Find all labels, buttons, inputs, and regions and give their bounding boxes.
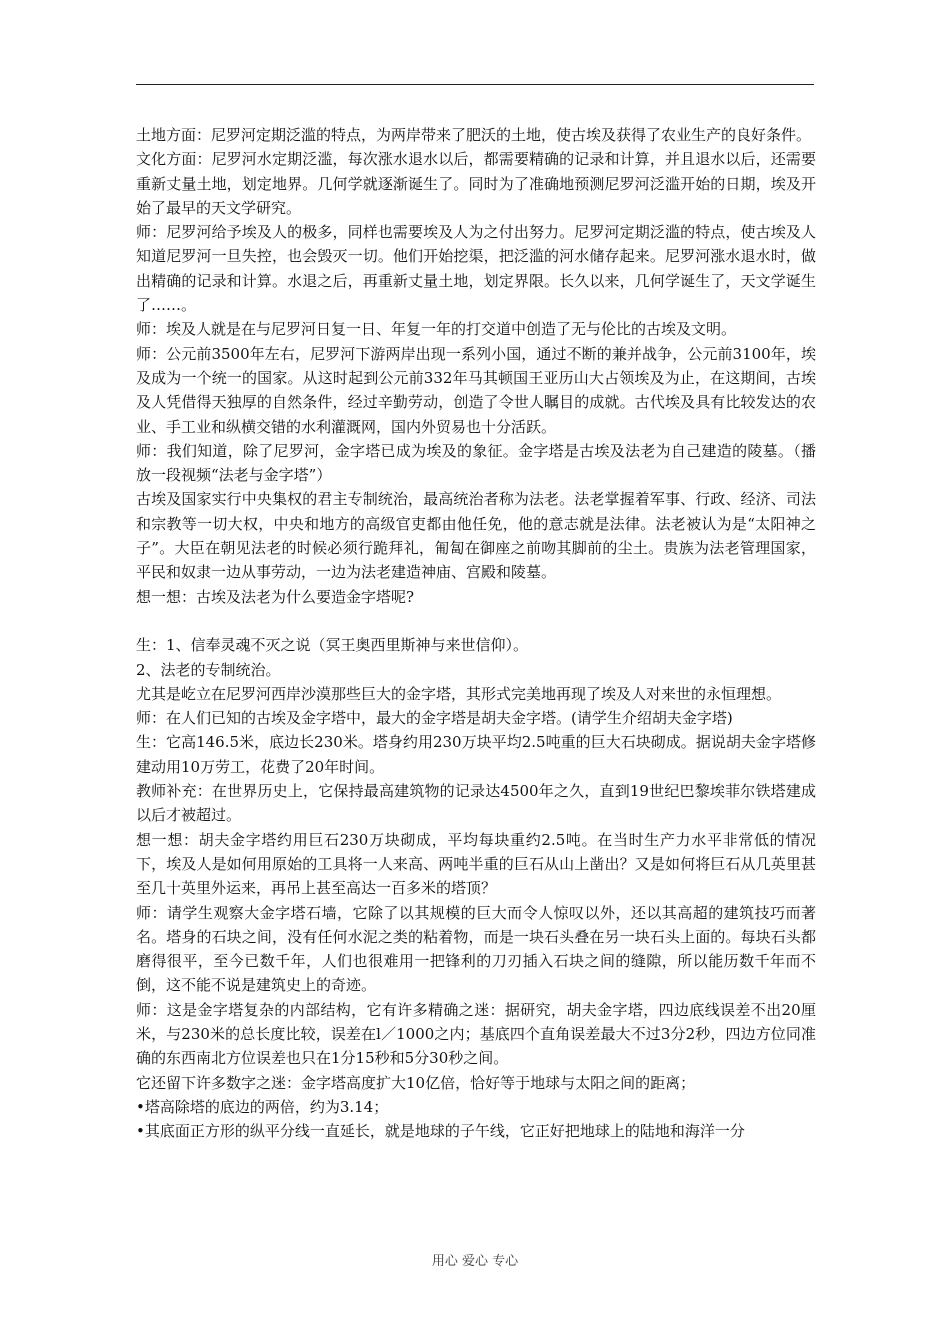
header-rule xyxy=(136,84,814,85)
paragraph: 师：埃及人就是在与尼罗河日复一日、年复一年的打交道中创造了无与伦比的古埃及文明。 xyxy=(136,320,737,339)
paragraph: 尤其是屹立在尼罗河西岸沙漠那些巨大的金字塔，其形式完美地再现了埃及人对来世的永恒理想。 xyxy=(136,684,782,703)
paragraph: 古埃及国家实行中央集权的君主专制统治，最高统治者称为法老。法老掌握着军事、行政、经济、司法和宗教等一切大权，中央和地方的高级官吏都由他任免，他的意志就是法律。法老被认为是“太阳神之子”。大臣在朝见法老的时候必须行跪拜礼，匍匐在御座之前吻其脚前的尘土。贵族为法老管理国家，平民和奴隶一边从事劳动，一边为法老建造神庙、宫殿和陵墓。 xyxy=(136,490,816,582)
document-body xyxy=(136,123,816,1143)
paragraph: 师：尼罗河给予埃及人的极多，同样也需要埃及人为之付出努力。尼罗河定期泛滥的特点，使古埃及人知道尼罗河一旦失控，也会毁灭一切。他们开始挖渠，把泛滥的河水储存起来。尼罗河涨水退水时，做出精确的记录和计算。水退之后，再重新丈量土地，划定界限。长久以来，几何学诞生了，天文学诞生了……。 xyxy=(136,223,816,315)
paragraph: 文化方面：尼罗河水定期泛滥，每次涨水退水以后，都需要精确的记录和计算，并且退水以后，还需要重新丈量土地，划定地界。几何学就逐渐诞生了。同时为了准确地预测尼罗河泛滥开始的日期，埃及开始了最早的天文学研究。 xyxy=(136,150,816,217)
bullet-item: •塔高除塔的底边的两倍，约为3.14； xyxy=(136,1097,389,1116)
blank-line xyxy=(136,609,816,633)
paragraph: 想一想：古埃及法老为什么要造金字塔呢? xyxy=(136,587,415,606)
paragraph: 师：请学生观察大金字塔石墙，它除了以其规模的巨大而令人惊叹以外，还以其高超的建筑技巧而著名。塔身的石块之间，没有任何水泥之类的粘着物，而是一块石头叠在另一块石头上面的。每块石头都磨得很平，至今已数千年，人们也很难用一把锋利的刀刃插入石块之间的缝隙，所以能历数千年而不倒，这不能不说是建筑史上的奇迹。 xyxy=(136,903,816,995)
paragraph: 师：在人们已知的古埃及金字塔中，最大的金字塔是胡夫金字塔。(请学生介绍胡夫金字塔) xyxy=(136,709,733,728)
paragraph: 师：我们知道，除了尼罗河，金字塔已成为埃及的象征。金字塔是古埃及法老为自己建造的陵墓。（播放一段视频“法老与金字塔”） xyxy=(136,441,816,485)
bullet-item: •其底面正方形的纵平分线一直延长，就是地球的子午线，它正好把地球上的陆地和海洋一分 xyxy=(136,1122,745,1141)
page-footer: 用心 爱心 专心 xyxy=(431,1254,519,1269)
paragraph: 2、法老的专制统治。 xyxy=(136,660,281,679)
paragraph: 生：它高146.5米，底边长230米。塔身约用230万块平均2.5吨重的巨大石块砌成。据说胡夫金字塔修建动用10万劳工，花费了20年时间。 xyxy=(136,733,816,776)
paragraph: 师：公元前3500年左右，尼罗河下游两岸出现一系列小国，通过不断的兼并战争，公元前3100年，埃及成为一个统一的国家。从这时起到公元前332年马其顿国王亚历山大占领埃及为止，在这期间，古埃及人凭借得天独厚的自然条件，经过辛勤劳动，创造了令世人瞩目的成就。古代埃及具有比较发达的农业、手工业和纵横交错的水利灌溉网，国内外贸易也十分活跃。 xyxy=(136,344,816,436)
paragraph: 土地方面：尼罗河定期泛滥的特点，为两岸带来了肥沃的土地，使古埃及获得了农业生产的良好条件。 xyxy=(136,126,812,144)
paragraph: 它还留下许多数字之迷：金字塔高度扩大10亿倍，恰好等于地球与太阳之间的距离； xyxy=(136,1073,696,1092)
paragraph: 想一想：胡夫金字塔约用巨石230万块砌成，平均每块重约2.5吨。在当时生产力水平非常低的情况下，埃及人是如何用原始的工具将一人来高、两吨半重的巨石从山上凿出？又是如何将巨石从几英里甚至几十英里外运来，再吊上甚至高达一百多米的塔顶？ xyxy=(136,830,816,898)
paragraph: 师：这是金字塔复杂的内部结构，它有许多精确之迷：据研究，胡夫金字塔，四边底线误差不出20厘米，与230米的总长度比较，误差在l／1000之内；基底四个直角误差最大不过3分2秒，四边方位同准确的东西南北方位误差也只在1分15秒和5分30秒之间。 xyxy=(136,1000,816,1068)
paragraph: 生：1、信奉灵魂不灭之说（冥王奥西里斯神与来世信仰）。 xyxy=(136,636,529,655)
paragraph: 教师补充：在世界历史上，它保持最高建筑物的记录达4500年之久，直到19世纪巴黎埃菲尔铁塔建成以后才被超过。 xyxy=(136,782,816,825)
